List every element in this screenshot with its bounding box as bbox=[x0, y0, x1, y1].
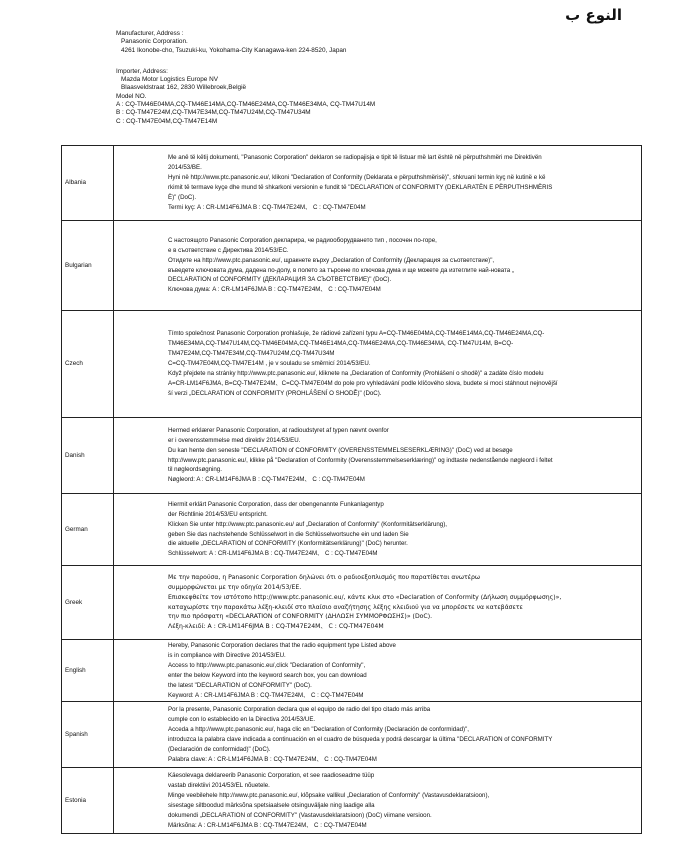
declaration-text bbox=[114, 640, 642, 702]
declaration-line: Termi kyç: A : CR-LM14F6JMA B : CQ-TM47E24M、 C : CQ-TM47E04M bbox=[168, 203, 366, 211]
declaration-line: 2014/53/BE. bbox=[168, 164, 202, 172]
page-title: النوع ب bbox=[565, 6, 622, 24]
declaration-line: Επισκεφθείτε τον ιστότοπο http://www.ptc.panasonic.eu/, κάντε κλικ στο «Declaration of Conformity (Δήλωση συμμόρφωσης)», bbox=[168, 593, 562, 601]
language-label: German bbox=[62, 494, 114, 566]
declaration-line: sisestage siltboodud märksõna spetsiaalsele otsinguväljale ning laadige alla bbox=[168, 801, 375, 809]
declaration-line: DECLARATION of CONFORMITY (ДЕКЛАРАЦИЯ ЗА СЪОТВЕТСТВИЕ)" (DoC). bbox=[168, 276, 392, 284]
declaration-line: Hiermit erklärt Panasonic Corporation, dass der obengenannte Funkanlagentyp bbox=[168, 500, 384, 508]
declaration-text bbox=[114, 221, 642, 311]
declaration-line: til nøgleordsøgning. bbox=[168, 466, 222, 474]
declaration-line: Με την παρούσα, η Panasonic Corporation δηλώνει ότι ο ραδιοεξοπλισμός που παρατίθεται ανωτέρω bbox=[168, 573, 481, 581]
declaration-line: Keyword: A : CR-LM14F6JMA B : CQ-TM47E24M、 C : CQ-TM47E04M bbox=[168, 691, 364, 699]
declaration-line: enter the below Keyword into the keyword search box, you can download bbox=[168, 671, 367, 679]
table-row bbox=[62, 494, 642, 566]
language-label: Czech bbox=[62, 311, 114, 418]
declaration-line: Hermed erklærer Panasonic Corporation, at radioudstyret af typen nævnt ovenfor bbox=[168, 426, 389, 434]
declaration-line: TM47E24M,CQ-TM47E34M,CQ-TM47U24M,CQ-TM47U34M bbox=[168, 350, 335, 358]
declaration-line: the latest "DECLARATION of CONFORMITY" (DoC). bbox=[168, 681, 312, 689]
language-label: Greek bbox=[62, 566, 114, 640]
importer-address: Blaasveldstraat 162, 2830 Willebroek,België bbox=[121, 84, 247, 92]
table-row bbox=[62, 640, 642, 702]
declaration-line: Access to http://www.ptc.panasonic.eu/,click "Declaration of Conformity", bbox=[168, 661, 366, 669]
document-header bbox=[116, 30, 636, 126]
declaration-line: Nøgleord: A : CR-LM14F6JMA B : CQ-TM47E24M、 C : CQ-TM47E04M bbox=[168, 476, 365, 484]
declaration-line: Du kan hente den seneste "DECLARATION of CONFORMITY (OVERENSSTEMMELSESERKLÆRING)" (DoC) ved at besøge bbox=[168, 446, 513, 454]
declaration-line: καταχωρίστε την παρακάτω λέξη-κλειδί στο πλαίσιο αναζήτησης λέξης κλειδιού για να μπορέσετε να κατεβάσετε bbox=[168, 603, 523, 611]
declaration-line: die aktuelle „DECLARATION of CONFORMITY (Konformitätserklärung)" (DoC) herunter. bbox=[168, 540, 408, 548]
declaration-line: Ë)" (DoC). bbox=[168, 193, 197, 201]
declaration-line: е в съответствие с Директива 2014/53/ЕС. bbox=[168, 246, 289, 254]
declaration-line: Me anë të këtij dokumenti, "Panasonic Corporation" deklaron se radiopajisja e tipit të listuar më lart është në përputhshmëri me Direktivën bbox=[168, 154, 542, 162]
declaration-line: την πιο πρόσφατη «DECLARATION of CONFORMITY (ΔΗΛΩΣΗ ΣΥΜΜΟΡΦΩΣΗΣ)» (DoC). bbox=[168, 613, 433, 621]
model-b: B : CQ-TM47E24M,CQ-TM47E34M,CQ-TM47U24M,CQ-TM47U34M bbox=[116, 109, 311, 117]
language-label: English bbox=[62, 640, 114, 702]
declaration-text bbox=[114, 768, 642, 834]
declaration-line: vastab direktiivi 2014/53/EL nõuetele. bbox=[168, 782, 270, 790]
table-row bbox=[62, 418, 642, 494]
declaration-line: Käesolevaga deklareerib Panasonic Corporation, et see raadioseadme tüüp bbox=[168, 772, 375, 780]
declaration-line: С настоящото Panasonic Corporation декларира, че радиооборудването тип , посочен по-горе, bbox=[168, 236, 437, 244]
language-label: Danish bbox=[62, 418, 114, 494]
manufacturer-name: Panasonic Corporation. bbox=[121, 38, 188, 46]
table-row bbox=[62, 221, 642, 311]
declaration-line: TM46E34MA,CQ-TM47U14M,CQ-TM46E04MA,CQ-TM46E14MA,CQ-TM46E24MA,CQ-TM46E34MA, CQ-TM47U14M, B=CQ- bbox=[168, 340, 514, 348]
manufacturer-address: 4261 Ikonobe-cho, Tsuzuki-ku, Yokohama-City Kanagawa-ken 224-8520, Japan bbox=[121, 46, 347, 54]
declaration-text bbox=[114, 311, 642, 418]
declaration-line: Hereby, Panasonic Corporation declares that the radio equipment type Listed above bbox=[168, 642, 396, 649]
importer-name: Mazda Motor Logistics Europe NV bbox=[121, 76, 218, 84]
importer-label: Importer, Address: bbox=[116, 67, 168, 75]
language-label: Estonia bbox=[62, 768, 114, 834]
declaration-line: cumple con lo establecido en la Directiva 2014/53/UE. bbox=[168, 716, 316, 724]
declaration-text bbox=[114, 566, 642, 640]
model-c: C : CQ-TM47E04M,CQ-TM47E14M bbox=[116, 117, 218, 125]
declaration-line: Acceda a http://www.ptc.panasonic.eu/, haga clic en "Declaration of Conformity (Declaración de conformidad)", bbox=[168, 726, 469, 734]
table-row bbox=[62, 146, 642, 221]
declaration-line: Märksõna: A : CR-LM14F6JMA B : CQ-TM47E24M、 C : CQ-TM47E04M bbox=[168, 821, 367, 829]
declaration-line: въведете ключовата дума, дадена по-долу, в полето за търсене по ключова дума и ще можете да изтеглите най-новата „ bbox=[168, 266, 514, 274]
declaration-line: συμμορφώνεται με την οδηγία 2014/53/ΕΕ. bbox=[168, 583, 302, 591]
declaration-line: Palabra clave: A : CR-LM14F6JMA B : CQ-TM47E24M、 C : CQ-TM47E04M bbox=[168, 755, 377, 763]
table-row bbox=[62, 768, 642, 834]
declaration-line: Tímto společnost Panasonic Corporation prohlašuje, že rádiové zařízení typu A=CQ-TM46E04MA,CQ-TM46E14MA,CQ-TM46E24MA,CQ- bbox=[168, 330, 545, 338]
declaration-line: Por la presente, Panasonic Corporation declara que el equipo de radio del tipo citado más arriba bbox=[168, 706, 431, 714]
declaration-line: Отидете на http://www.ptc.panasonic.eu/, щракнете върху „Declaration of Conformity (Декларация за съответствие)", bbox=[168, 256, 495, 264]
declaration-line: Minge veebilehele http://www.ptc.panasonic.eu/, klõpsake vallikul „Declaration of Conformity" (Vastavusdeklaratsioon), bbox=[168, 792, 490, 800]
declaration-line: A=CR-LM14F6JMA, B=CQ-TM47E24M、C=CQ-TM47E04M do pole pro vyhledávání podle klíčového slova, budete si moci stáhnout nejnovější bbox=[168, 379, 558, 387]
declaration-line: dokumendi „DECLARATION of CONFORMITY" (Vastavusdeklaratsioon) (DoC) viimane versioon. bbox=[168, 811, 432, 819]
declaration-table bbox=[61, 145, 642, 834]
table-row bbox=[62, 566, 642, 640]
declaration-line: Hyni në http://www.ptc.panasonic.eu/, klikoni "Declaration of Conformity (Deklarata e përputhshmërisë)", shkruani termin kyç në kutinë e kë bbox=[168, 174, 546, 182]
declaration-line: er i overensstemmelse med direktiv 2014/53/EU. bbox=[168, 436, 301, 444]
model-label: Model NO. bbox=[116, 92, 147, 100]
language-label: Albania bbox=[62, 146, 114, 221]
declaration-line: Λέξη-κλειδί: A : CR-LM14F6JMA B : CQ-TM47E24M、 C : CQ-TM47E04M bbox=[168, 623, 384, 631]
declaration-line: (Declaración de conformidad)" (DoC). bbox=[168, 745, 271, 753]
declaration-line: ší verzi „DECLARATION of CONFORMITY (PROHLÁŠENÍ O SHODĚ)" (DoC). bbox=[168, 389, 382, 397]
language-label: Bulgarian bbox=[62, 221, 114, 311]
declaration-line: is in compliance with Directive 2014/53/EU. bbox=[168, 651, 286, 659]
declaration-line: der Richtlinie 2014/53/EU entspricht. bbox=[168, 510, 268, 518]
declaration-line: C=CQ-TM47E04M,CQ-TM47E14M , je v souladu se směrnicí 2014/53/EU. bbox=[168, 360, 371, 368]
declaration-text bbox=[114, 146, 642, 221]
declaration-line: geben Sie das nachstehende Schlüsselwort in die Schlüsselwortsuche ein und laden Sie bbox=[168, 530, 409, 538]
declaration-line: rkimit të termave kyçe dhe mund të shkarkoni versionin e fundit të "DECLARATION of CONFORMITY (DEKLARATËN E PËRPUTHSHMËRIS bbox=[168, 184, 553, 191]
declaration-text bbox=[114, 702, 642, 768]
declaration-text bbox=[114, 418, 642, 494]
declaration-line: Když přejdete na stránky http://www.ptc.panasonic.eu/, kliknete na „Declaration of Conformity (Prohlášení o shodě)" a zadáte číslo modelu bbox=[168, 369, 544, 377]
declaration-line: introduzca la palabra clave indicada a continuación en el cuadro de búsqueda y podrá descargar la última "DECLARATION of CONFORMITY bbox=[168, 735, 553, 743]
declaration-line: http://www.ptc.panasonic.eu/, klikke på "Declaration of Conformity (Overensstemmelseserklæring)" og indtaste nedenstående nøgleord i feltet bbox=[168, 456, 553, 464]
declaration-line: Ключова дума: A : CR-LM14F6JMA B : CQ-TM47E24M、 C : CQ-TM47E04M bbox=[168, 286, 381, 294]
table-row bbox=[62, 702, 642, 768]
declaration-line: Schlüsselwort: A : CR-LM14F6JMA B : CQ-TM47E24M、 C : CQ-TM47E04M bbox=[168, 550, 378, 558]
declaration-line: Klicken Sie unter http://www.ptc.panasonic.eu/ auf „Declaration of Conformity" (Konformitätserklärung), bbox=[168, 520, 447, 528]
model-a: A : CQ-TM46E04MA,CQ-TM46E14MA,CQ-TM46E24MA,CQ-TM46E34MA, CQ-TM47U14M bbox=[116, 101, 376, 109]
manufacturer-label: Manufacturer, Address : bbox=[116, 30, 184, 37]
language-label: Spanish bbox=[62, 702, 114, 768]
declaration-text bbox=[114, 494, 642, 566]
table-row bbox=[62, 311, 642, 418]
